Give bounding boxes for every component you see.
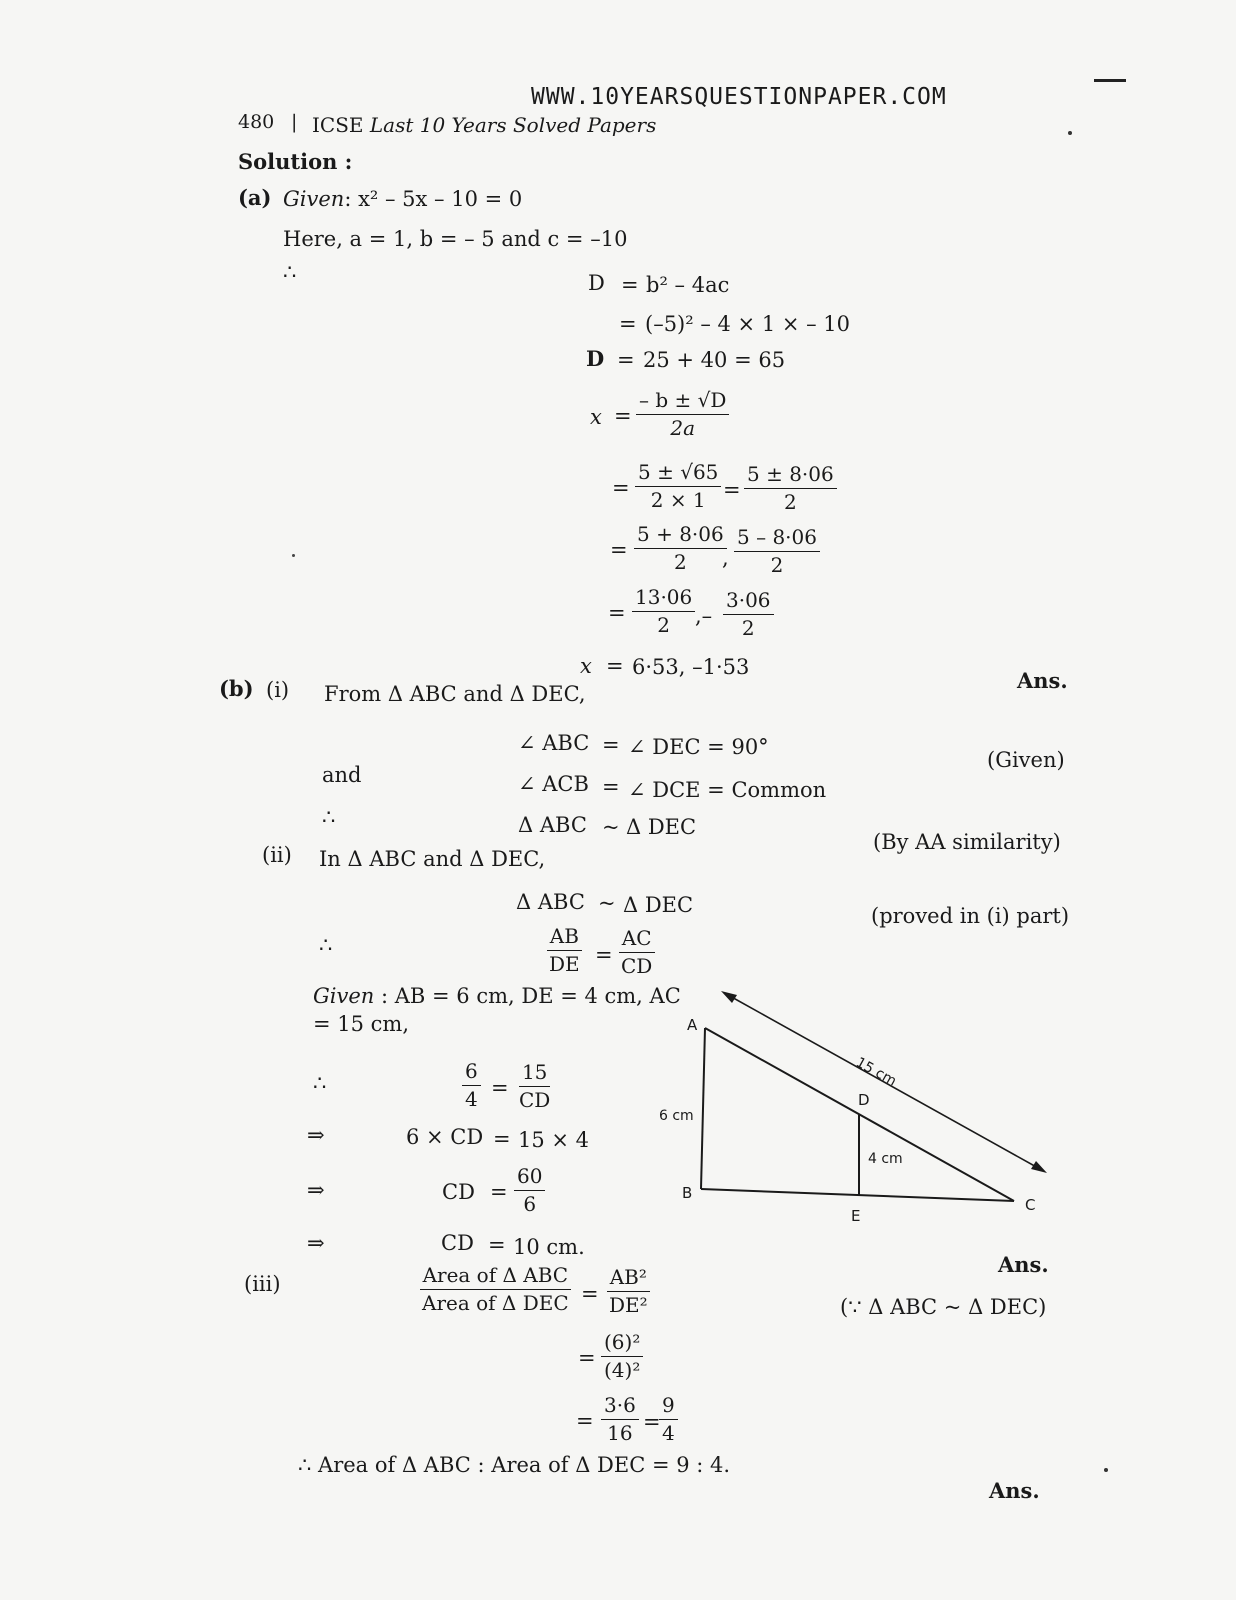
equals-sign: = <box>610 538 628 562</box>
solution-heading: Solution : <box>238 149 353 174</box>
cd-lhs: CD <box>442 1180 475 1204</box>
subpart-ii-intro: In Δ ABC and Δ DEC, <box>319 847 546 871</box>
similar-sign: ~ <box>602 815 620 839</box>
given-values-cont: = 15 cm, <box>313 1012 410 1036</box>
label-ab-6cm: 6 cm <box>659 1108 694 1124</box>
equals-sign: = <box>619 312 637 336</box>
root-difference: $\frac{3\cdot 06}{2}$ <box>723 589 774 640</box>
ratio-ac-cd: $\frac{AC}{CD}$ <box>618 927 655 978</box>
corner-mark <box>1094 79 1126 82</box>
and-word: and <box>322 763 362 787</box>
label-de-4cm: 4 cm <box>868 1151 903 1167</box>
area-ratio: Area of Δ ABC Area of Δ DEC <box>419 1264 572 1315</box>
triangle-dec: Δ DEC <box>626 815 697 839</box>
implies-arrow: ⇒ <box>307 1178 325 1202</box>
header-separator: | <box>291 111 298 133</box>
vertex-c: C <box>1025 1196 1036 1214</box>
final-conclusion: ∴ Area of Δ ABC : Area of Δ DEC = 9 : 4. <box>298 1453 731 1477</box>
cd-lhs: CD <box>441 1231 474 1255</box>
page-number: 480 <box>238 111 275 133</box>
equals-sign: = <box>614 404 632 428</box>
part-a-label: (a) <box>238 185 272 210</box>
scan-speck <box>1068 131 1072 135</box>
equals-sign: = <box>491 1076 509 1100</box>
equals-sign: = <box>602 775 620 799</box>
fraction-decimal: $\frac{5 \pm 8\cdot 06}{2}$ <box>744 463 837 514</box>
part-b-label: (b) <box>219 676 254 701</box>
scan-speck <box>1104 1468 1108 1472</box>
side-ab <box>701 1028 705 1189</box>
root-positive: $\frac{5 + 8\cdot 06}{2}$ <box>634 523 727 574</box>
reason-proved: (proved in (i) part) <box>871 904 1070 928</box>
watermark-url: WWW.10YEARSQUESTIONPAPER.COM <box>531 84 947 110</box>
answer-marker: Ans. <box>989 1478 1040 1503</box>
roots-answer: 6·53, –1·53 <box>632 655 750 679</box>
angle-dec-right: ∠ DEC = 90° <box>628 735 769 759</box>
discriminant-lhs: D <box>588 271 605 295</box>
quadratic-formula: $\frac{- b \pm √D}{2a}$ <box>636 389 729 440</box>
equals-sign: = <box>581 1282 599 1306</box>
root-negative: $\frac{5 - 8\cdot 06}{2}$ <box>734 526 820 577</box>
vertex-b: B <box>682 1184 693 1202</box>
discriminant-value: 25 + 40 = 65 <box>643 348 786 372</box>
equals-sign: = <box>621 273 639 297</box>
vertex-a: A <box>687 1016 698 1034</box>
equals-sign: = <box>612 476 630 500</box>
angle-acb: ∠ ACB <box>518 772 589 796</box>
subpart-iii-label: (iii) <box>244 1272 281 1296</box>
cross-multiply-lhs: 6 × CD <box>406 1125 484 1149</box>
coefficients-line: Here, a = 1, b = – 5 and c = –10 <box>283 227 628 251</box>
side-squared-ratio: $\frac{\text{AB²}}{\text{DE²}}$ <box>606 1266 651 1317</box>
implies-arrow: ⇒ <box>307 1123 325 1147</box>
comma: , <box>722 546 729 570</box>
fraction-60-6: $\frac{60}{6}$ <box>514 1165 545 1216</box>
equals-sign: = <box>576 1409 594 1433</box>
given-values: Given : AB = 6 cm, DE = 4 cm, AC <box>313 984 681 1008</box>
triangle-abc: Δ ABC <box>516 890 585 914</box>
reason-aa-similarity: (By AA similarity) <box>873 830 1061 854</box>
negative-separator: ,– <box>695 604 713 628</box>
subpart-ii-label: (ii) <box>262 843 292 867</box>
subpart-i-label: (i) <box>266 678 290 702</box>
equals-sign: = <box>608 601 626 625</box>
answer-marker: Ans. <box>1017 668 1068 693</box>
cross-multiply-rhs: 15 × 4 <box>518 1128 590 1152</box>
equals-sign: = <box>578 1346 596 1370</box>
therefore-symbol: ∴ <box>319 933 333 957</box>
therefore-symbol: ∴ <box>322 805 336 829</box>
label-ac-15cm: 15 cm <box>853 1054 899 1090</box>
arrow-head-end <box>1031 1161 1047 1173</box>
given-equation: Given: x² – 5x – 10 = 0 <box>283 187 523 211</box>
ratio-36-16: $\frac{3\cdot 6}{16}$ <box>601 1394 639 1445</box>
triangle-abc: Δ ABC <box>518 813 587 837</box>
implies-arrow: ⇒ <box>307 1231 325 1255</box>
subpart-i-intro: From Δ ABC and Δ DEC, <box>324 682 586 706</box>
x-variable: x <box>590 405 602 429</box>
equals-sign: = <box>595 943 613 967</box>
therefore-symbol: ∴ <box>313 1071 327 1095</box>
equals-sign: = <box>617 348 635 372</box>
ratio-9-4: $\frac{9}{4}$ <box>659 1394 678 1445</box>
therefore-symbol: ∴ <box>283 260 297 284</box>
fraction-sqrt65: $\frac{5 \pm √65}{2 \times 1}$ <box>635 461 721 512</box>
triangle-figure <box>640 985 1060 1225</box>
reason-given: (Given) <box>987 748 1065 772</box>
scan-speck <box>292 554 295 557</box>
squares-ratio: $\frac{\text{(6)²}}{\text{(4)²}}$ <box>601 1331 643 1382</box>
answer-marker: Ans. <box>998 1252 1049 1277</box>
ratio-ab-de: $\frac{AB}{DE}$ <box>546 925 583 976</box>
equals-sign: = <box>602 733 620 757</box>
side-bc <box>701 1189 1014 1201</box>
triangle-dec: Δ DEC <box>623 893 694 917</box>
equals-sign: = <box>643 1410 661 1434</box>
root-sum: $\frac{13\cdot 06}{2}$ <box>632 586 695 637</box>
vertex-e: E <box>851 1207 861 1225</box>
angle-dce-common: ∠ DCE = Common <box>628 778 827 802</box>
discriminant-substitution: (–5)² – 4 × 1 × – 10 <box>645 312 851 336</box>
similar-sign: ~ <box>598 891 616 915</box>
equals-sign: = <box>493 1127 511 1151</box>
vertex-d: D <box>858 1091 870 1109</box>
discriminant-formula: b² – 4ac <box>646 273 730 297</box>
angle-abc: ∠ ABC <box>518 731 590 755</box>
x-variable: x <box>580 654 592 678</box>
ratio-6-4: $\frac{6}{4}$ <box>462 1060 481 1111</box>
equals-sign: = <box>606 654 624 678</box>
equals-sign: = <box>723 478 741 502</box>
cd-value: 10 cm. <box>513 1235 585 1259</box>
discriminant-lhs: D <box>586 346 605 371</box>
ratio-15-cd: $\frac{15}{CD}$ <box>519 1060 551 1112</box>
book-title: ICSE Last 10 Years Solved Papers <box>312 113 657 137</box>
equals-sign: = <box>488 1233 506 1257</box>
equals-sign: = <box>490 1180 508 1204</box>
arrow-head-start <box>721 991 737 1003</box>
reason-similar: (∵ Δ ABC ~ Δ DEC) <box>840 1295 1047 1319</box>
